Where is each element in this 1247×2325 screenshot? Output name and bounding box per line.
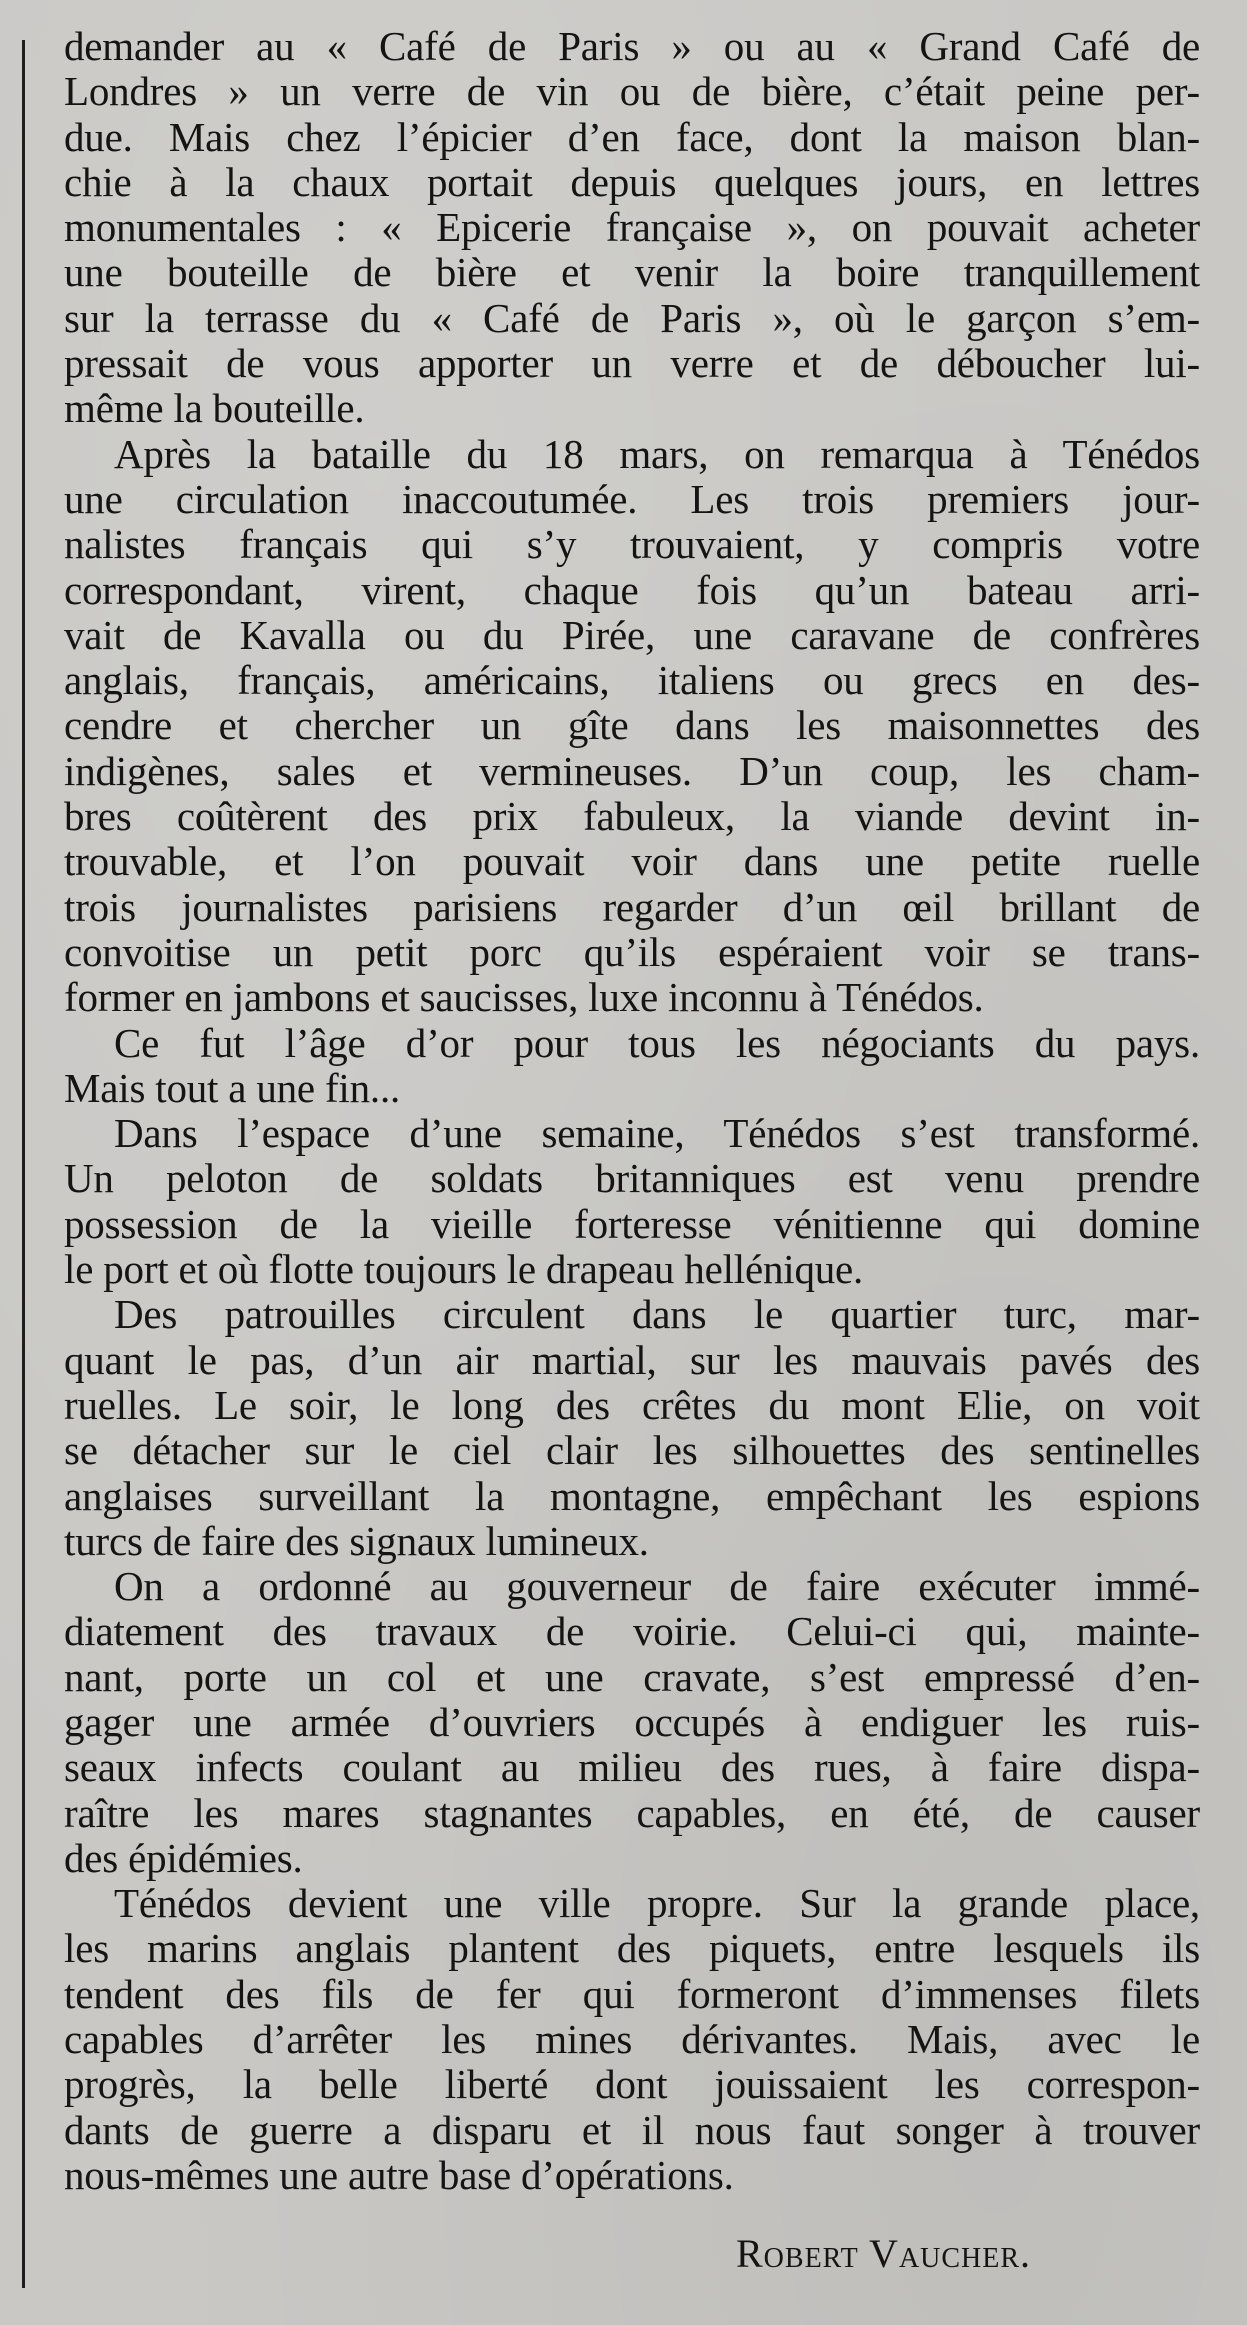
text-line: Londres » un verre de vin ou de bière, c’était peine per- [64,68,1200,115]
text-line: progrès, la belle liberté dont jouissaient les correspon- [64,2061,1200,2108]
paragraph [64,24,1200,432]
text-line: bres coûtèrent des prix fabuleux, la viande devint in- [64,793,1200,840]
text-line: se détacher sur le ciel clair les silhouettes des sentinelles [64,1427,1200,1474]
article-column [64,24,1200,2198]
text-line: ruelles. Le soir, le long des crêtes du mont Elie, on voit [64,1381,1200,1428]
text-line: diatement des travaux de voirie. Celui-ci qui, mainte- [64,1608,1200,1655]
text-line: Mais tout a une fin... [64,1064,401,1111]
text-line: cendre et chercher un gîte dans les maisonnettes des [64,702,1200,749]
text-line: raître les mares stagnantes capables, en été, de causer [64,1789,1200,1836]
text-line: Des patrouilles circulent dans le quartier turc, mar- [114,1291,1200,1338]
text-line: possession de la vieille forteresse vénitienne qui domine [64,1200,1200,1247]
text-line: turcs de faire des signaux lumineux. [64,1517,649,1564]
text-line: tendent des fils de fer qui formeront d’immenses filets [64,1970,1200,2017]
text-line: Après la bataille du 18 mars, on remarqua à Ténédos [114,430,1200,477]
text-line: même la bouteille. [64,385,365,432]
text-line: capables d’arrêter les mines dérivantes. Mais, avec le [64,2016,1200,2063]
text-line: des épidémies. [64,1834,303,1881]
author-signature: Robert Vaucher. [736,2231,1032,2276]
text-line: Un peloton de soldats britanniques est venu prendre [64,1155,1200,1202]
text-line: convoitise un petit porc qu’ils espéraient voir se trans- [64,928,1200,975]
text-line: correspondant, virent, chaque fois qu’un bateau arri- [64,566,1200,613]
column-rule [22,40,25,2288]
text-line: nous-mêmes une autre base d’opérations. [64,2151,734,2198]
paragraph [64,1021,1200,1112]
text-line: former en jambons et saucisses, luxe inconnu à Ténédos. [64,974,984,1021]
text-line: On a ordonné au gouverneur de faire exécuter immé- [114,1563,1200,1610]
text-line: indigènes, sales et vermineuses. D’un coup, les cham- [64,747,1200,794]
text-line: dants de guerre a disparu et il nous faut songer à trouver [64,2106,1200,2153]
text-line: chie à la chaux portait depuis quelques jours, en lettres [64,158,1200,205]
text-line: sur la terrasse du « Café de Paris », où le garçon s’em- [64,294,1200,341]
text-line: vait de Kavalla ou du Pirée, une caravane de confrères [64,611,1200,658]
text-line: Ce fut l’âge d’or pour tous les négociants du pays. [114,1019,1200,1066]
text-line: anglais, français, américains, italiens ou grecs en des- [64,657,1200,704]
text-line: Dans l’espace d’une semaine, Ténédos s’est transformé. [114,1110,1200,1157]
paragraph [64,1292,1200,1564]
paragraph [64,432,1200,1021]
text-line: une bouteille de bière et venir la boire tranquillement [64,249,1200,296]
text-line: pressait de vous apporter un verre et de déboucher lui- [64,340,1200,387]
text-line: gager une armée d’ouvriers occupés à endiguer les ruis- [64,1698,1200,1745]
paragraph [64,1564,1200,1881]
text-line: le port et où flotte toujours le drapeau hellénique. [64,1246,864,1293]
text-line: quant le pas, d’un air martial, sur les mauvais pavés des [64,1336,1200,1383]
text-line: monumentales : « Epicerie française », on pouvait acheter [64,204,1200,251]
text-line: les marins anglais plantent des piquets, entre lesquels ils [64,1925,1200,1972]
text-line: trouvable, et l’on pouvait voir dans une petite ruelle [64,838,1200,885]
text-line: anglaises surveillant la montagne, empêchant les espions [64,1472,1200,1519]
text-line: nant, porte un col et une cravate, s’est empressé d’en- [64,1653,1200,1700]
text-line: nalistes français qui s’y trouvaient, y compris votre [64,521,1200,568]
paragraph [64,1111,1200,1292]
text-line: demander au « Café de Paris » ou au « Grand Café de [64,23,1200,69]
text-line: une circulation inaccoutumée. Les trois premiers jour- [64,475,1200,522]
text-line: due. Mais chez l’épicier d’en face, dont la maison blan- [64,113,1200,160]
text-line: Ténédos devient une ville propre. Sur la grande place, [114,1880,1200,1927]
paragraph [64,1881,1200,2198]
text-line: trois journalistes parisiens regarder d’un œil brillant de [64,883,1200,930]
text-line: seaux infects coulant au milieu des rues, à faire dispa- [64,1744,1200,1791]
